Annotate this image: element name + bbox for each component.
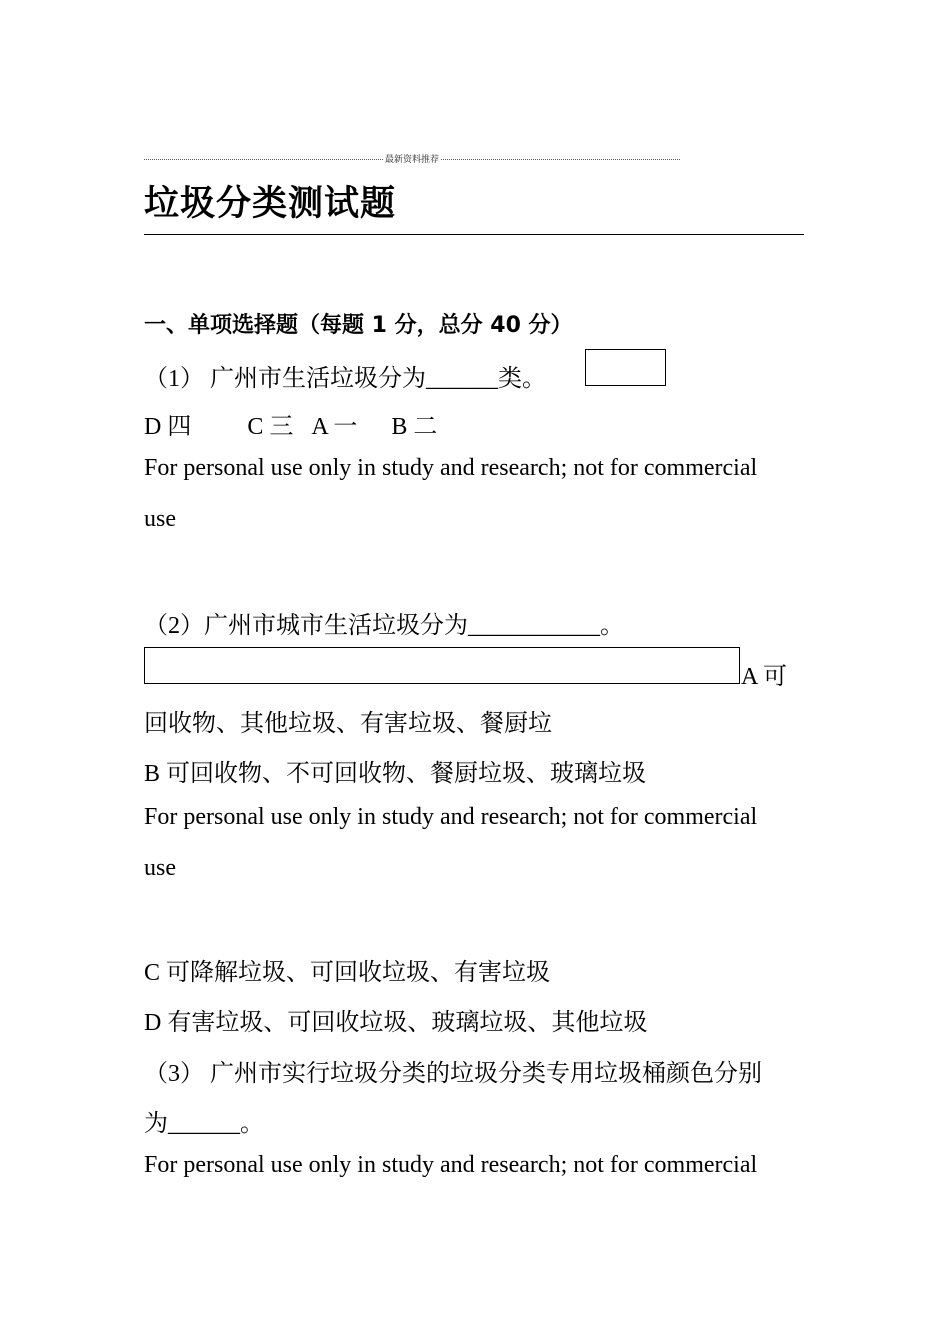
question-3-stem-line-1: （3） 广州市实行垃圾分类的垃圾分类专用垃圾桶颜色分别 xyxy=(144,1061,762,1087)
disclaimer-1: For personal use only in study and research; not for commercial xyxy=(144,455,758,481)
q1-option-d: D 四 xyxy=(144,414,192,440)
disclaimer-3: For personal use only in study and research; not for commercial xyxy=(144,1152,758,1178)
disclaimer-2: For personal use only in study and research; not for commercial xyxy=(144,804,758,830)
question-3-stem-line-2: 为______。 xyxy=(144,1111,264,1137)
question-1-stem: （1） 广州市生活垃圾分为______类。 xyxy=(144,366,546,392)
section-heading: 一、单项选择题（每题 1 分，总分 40 分） xyxy=(144,313,573,338)
answer-box-2[interactable] xyxy=(144,647,740,684)
q2-option-d: D 有害垃圾、可回收垃圾、玻璃垃圾、其他垃圾 xyxy=(144,1010,648,1036)
page-header xyxy=(144,151,680,165)
q2-option-a-rest: 回收物、其他垃圾、有害垃圾、餐厨垃 xyxy=(144,711,552,737)
answer-box-1[interactable] xyxy=(585,349,666,386)
title-divider xyxy=(144,234,804,235)
q2-option-b: B 可回收物、不可回收物、餐厨垃圾、玻璃垃圾 xyxy=(144,761,647,787)
question-2-stem: （2）广州市城市生活垃圾分为___________。 xyxy=(144,613,624,639)
disclaimer-1-tail: use xyxy=(144,506,176,532)
header-text: 最新资料推荐 xyxy=(385,154,440,165)
q1-option-b: B 二 xyxy=(391,414,438,440)
q1-option-c: C 三 xyxy=(247,414,294,440)
question-1-options xyxy=(144,406,437,441)
disclaimer-2-tail: use xyxy=(144,855,176,881)
header-dots-left xyxy=(144,159,383,160)
q2-option-c: C 可降解垃圾、可回收垃圾、有害垃圾 xyxy=(144,960,551,986)
header-dots-right xyxy=(441,159,680,160)
q1-option-a: A 一 xyxy=(311,414,358,440)
q2-option-a-start: A 可 xyxy=(741,664,788,690)
page-title: 垃圾分类测试题 xyxy=(144,184,397,224)
